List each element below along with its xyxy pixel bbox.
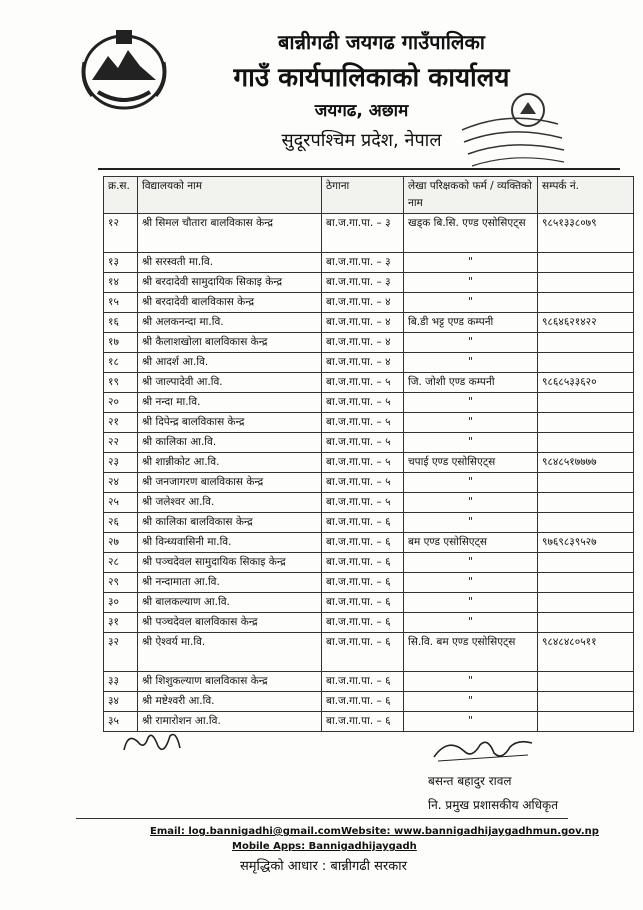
cell-school-name: श्री आदर्श आ.वि. (138, 353, 322, 373)
table-row (104, 533, 634, 553)
cell-school-name: श्री विन्ध्यवासिनी मा.वि. (138, 533, 322, 553)
cell-auditor: " (404, 353, 538, 373)
cell-school-name: श्री नन्दा मा.वि. (138, 393, 322, 413)
cell-address: बा.ज.गा.पा. – ६ (322, 593, 404, 613)
cell-sn: २५ (104, 493, 138, 513)
cell-auditor: खड्क बि.सि. एण्ड एसोसिएट्स (404, 214, 538, 253)
cell-sn: २४ (104, 473, 138, 493)
cell-auditor: " (404, 293, 538, 313)
cell-auditor: बि.डी भट्ट एण्ड कम्पनी (404, 313, 538, 333)
cell-sn: २३ (104, 453, 138, 473)
cell-auditor: " (404, 473, 538, 493)
cell-phone (538, 353, 634, 373)
cell-sn: १२ (104, 214, 138, 253)
table-row (104, 553, 634, 573)
cell-phone (538, 573, 634, 593)
cell-sn: १८ (104, 353, 138, 373)
cell-school-name: श्री जनजागरण बालविकास केन्द्र (138, 473, 322, 493)
cell-sn: १६ (104, 313, 138, 333)
cell-auditor: " (404, 672, 538, 692)
cell-sn: १४ (104, 273, 138, 293)
cell-address: बा.ज.गा.पा. – ६ (322, 513, 404, 533)
cell-auditor: " (404, 253, 538, 273)
cell-sn: १९ (104, 373, 138, 393)
cell-auditor: चपाई एण्ड एसोसिएट्स (404, 453, 538, 473)
col-header-phone: सम्पर्क नं. (538, 177, 634, 214)
cell-address: बा.ज.गा.पा. – ४ (322, 313, 404, 333)
cell-phone (538, 672, 634, 692)
cell-address: बा.ज.गा.पा. – ६ (322, 692, 404, 712)
cell-phone (538, 712, 634, 732)
cell-address: बा.ज.गा.पा. – ६ (322, 633, 404, 672)
cell-sn: २६ (104, 513, 138, 533)
table-row (104, 333, 634, 353)
cell-school-name: श्री पञ्चदेवल बालविकास केन्द्र (138, 613, 322, 633)
officer-signature-icon (428, 733, 538, 765)
handwritten-initial-icon (118, 728, 188, 760)
cell-auditor: " (404, 573, 538, 593)
cell-address: बा.ज.गा.पा. – ३ (322, 214, 404, 253)
audit-firm-table (103, 176, 634, 732)
cell-school-name: श्री बालकल्याण आ.वि. (138, 593, 322, 613)
cell-auditor: जि. जोशी एण्ड कम्पनी (404, 373, 538, 393)
cell-sn: १५ (104, 293, 138, 313)
cell-phone (538, 433, 634, 453)
cell-sn: २० (104, 393, 138, 413)
col-header-auditor: लेखा परिक्षकको फर्म / व्यक्तिको नाम (404, 177, 538, 214)
col-header-school: विद्यालयको नाम (138, 177, 322, 214)
footer-divider (76, 818, 568, 819)
cell-sn: २८ (104, 553, 138, 573)
table-row (104, 273, 634, 293)
cell-auditor: " (404, 493, 538, 513)
cell-phone (538, 593, 634, 613)
cell-phone (538, 333, 634, 353)
cell-address: बा.ज.गा.पा. – ६ (322, 712, 404, 732)
cell-auditor: " (404, 433, 538, 453)
cell-school-name: श्री सरस्वती मा.वि. (138, 253, 322, 273)
cell-school-name: श्री दिपेन्द्र बालविकास केन्द्र (138, 413, 322, 433)
cell-auditor: " (404, 393, 538, 413)
cell-phone: ९७६९८३९५२७ (538, 533, 634, 553)
footer-motto: समृद्धिको आधार : बान्नीगढी सरकार (240, 859, 407, 874)
cell-phone (538, 692, 634, 712)
officer-name: बसन्त बहादुर रावल (428, 774, 512, 788)
table-row (104, 453, 634, 473)
table-row (104, 473, 634, 493)
cell-address: बा.ज.गा.पा. – ४ (322, 353, 404, 373)
cell-sn: २२ (104, 433, 138, 453)
cell-address: बा.ज.गा.पा. – ४ (322, 293, 404, 313)
cell-school-name: श्री रामारोशन आ.वि. (138, 712, 322, 732)
cell-sn: ३२ (104, 633, 138, 672)
table-row (104, 593, 634, 613)
col-header-sn: क्र.स. (104, 177, 138, 214)
table-row (104, 573, 634, 593)
cell-school-name: श्री जाल्पादेवी आ.वि. (138, 373, 322, 393)
cell-address: बा.ज.गा.पा. – ५ (322, 453, 404, 473)
header-divider (98, 168, 620, 170)
cell-auditor: " (404, 413, 538, 433)
office-name: गाउँ कार्यपालिकाको कार्यालय (233, 63, 510, 93)
cell-phone (538, 553, 634, 573)
cell-auditor: सि.वि. बम एण्ड एसोसिएट्स (404, 633, 538, 672)
cell-sn: ३३ (104, 672, 138, 692)
table-header-row (104, 177, 634, 214)
cell-address: बा.ज.गा.पा. – ६ (322, 553, 404, 573)
footer-mobile-app: Mobile Apps: Bannigadhijaygadh (232, 841, 417, 852)
cell-phone (538, 273, 634, 293)
officer-title: नि. प्रमुख प्रशासकीय अधिकृत (428, 798, 559, 812)
cell-address: बा.ज.गा.पा. – ५ (322, 473, 404, 493)
cell-address: बा.ज.गा.पा. – ३ (322, 273, 404, 293)
footer-email-website[interactable]: Email: log.bannigadhi@gmail.comWebsite: www.bannigadhijaygadhmun.gov.np (150, 826, 599, 837)
cell-sn: २१ (104, 413, 138, 433)
cell-address: बा.ज.गा.पा. – ५ (322, 373, 404, 393)
cell-auditor: " (404, 692, 538, 712)
cell-auditor: " (404, 273, 538, 293)
cell-phone (538, 493, 634, 513)
cell-auditor: बम एण्ड एसोसिएट्स (404, 533, 538, 553)
table-row (104, 214, 634, 253)
col-header-address: ठेगाना (322, 177, 404, 214)
cell-school-name: श्री कालिका आ.वि. (138, 433, 322, 453)
cell-address: बा.ज.गा.पा. – ५ (322, 433, 404, 453)
table-row (104, 413, 634, 433)
cell-school-name: श्री बरदादेवी बालविकास केन्द्र (138, 293, 322, 313)
table-row (104, 253, 634, 273)
cell-school-name: श्री पञ्चदेवल सामुदायिक सिकाइ केन्द्र (138, 553, 322, 573)
cell-school-name: श्री सिमल चौतारा बालविकास केन्द्र (138, 214, 322, 253)
table-row (104, 353, 634, 373)
cell-address: बा.ज.गा.पा. – ५ (322, 493, 404, 513)
cell-address: बा.ज.गा.पा. – ५ (322, 413, 404, 433)
cell-phone (538, 513, 634, 533)
cell-sn: २९ (104, 573, 138, 593)
cell-sn: ३१ (104, 613, 138, 633)
table-row (104, 633, 634, 672)
cell-address: बा.ज.गा.पा. – ६ (322, 573, 404, 593)
cell-school-name: श्री जलेश्वर आ.वि. (138, 493, 322, 513)
table-row (104, 313, 634, 333)
cell-school-name: श्री शान्नीकोट आ.वि. (138, 453, 322, 473)
province-country: सुदूरपश्चिम प्रदेश, नेपाल (281, 130, 442, 151)
cell-address: बा.ज.गा.पा. – ५ (322, 393, 404, 413)
cell-school-name: श्री कालिका बालविकास केन्द्र (138, 513, 322, 533)
cell-phone (538, 253, 634, 273)
cell-sn: १७ (104, 333, 138, 353)
cell-address: बा.ज.गा.पा. – ६ (322, 613, 404, 633)
cell-auditor: " (404, 553, 538, 573)
municipality-name: बान्नीगढी जयगढ गाउँपालिका (278, 30, 485, 54)
office-stamp-icon (458, 90, 568, 175)
cell-sn: ३० (104, 593, 138, 613)
cell-auditor: " (404, 513, 538, 533)
cell-address: बा.ज.गा.पा. – ४ (322, 333, 404, 353)
cell-address: बा.ज.गा.पा. – ३ (322, 253, 404, 273)
cell-auditor: " (404, 613, 538, 633)
cell-auditor: " (404, 333, 538, 353)
table-row (104, 672, 634, 692)
cell-school-name: श्री मष्टेश्वरी आ.वि. (138, 692, 322, 712)
table-row (104, 293, 634, 313)
table-row (104, 692, 634, 712)
cell-school-name: श्री बरदादेवी सामुदायिक सिकाइ केन्द्र (138, 273, 322, 293)
table-row (104, 433, 634, 453)
table-row (104, 613, 634, 633)
cell-phone: ९८४८४८०५११ (538, 633, 634, 672)
cell-address: बा.ज.गा.पा. – ६ (322, 533, 404, 553)
cell-auditor: " (404, 712, 538, 732)
table-row (104, 393, 634, 413)
cell-sn: २७ (104, 533, 138, 553)
table-row (104, 493, 634, 513)
table-body (104, 214, 634, 732)
cell-sn: ३४ (104, 692, 138, 712)
cell-phone (538, 473, 634, 493)
cell-phone: ९८५१३३८०७९ (538, 214, 634, 253)
cell-phone (538, 393, 634, 413)
cell-phone: ९८६४६२१४२२ (538, 313, 634, 333)
cell-phone (538, 293, 634, 313)
cell-school-name: श्री ऐश्वर्य मा.वि. (138, 633, 322, 672)
cell-phone: ९८४८५१७७७७ (538, 453, 634, 473)
cell-school-name: श्री नन्दामाता आ.वि. (138, 573, 322, 593)
cell-phone: ९८६८५३३६२० (538, 373, 634, 393)
cell-auditor: " (404, 593, 538, 613)
cell-phone (538, 413, 634, 433)
letterhead (0, 0, 643, 180)
cell-address: बा.ज.गा.पा. – ६ (322, 672, 404, 692)
table-row (104, 513, 634, 533)
office-location: जयगढ, अछाम (314, 101, 409, 121)
cell-school-name: श्री अलकनन्दा मा.वि. (138, 313, 322, 333)
cell-school-name: श्री कैलाशखोला बालविकास केन्द्र (138, 333, 322, 353)
cell-sn: १३ (104, 253, 138, 273)
cell-sn: ३५ (104, 712, 138, 732)
cell-phone (538, 613, 634, 633)
cell-school-name: श्री शिशुकल्याण बालविकास केन्द्र (138, 672, 322, 692)
table-row (104, 373, 634, 393)
